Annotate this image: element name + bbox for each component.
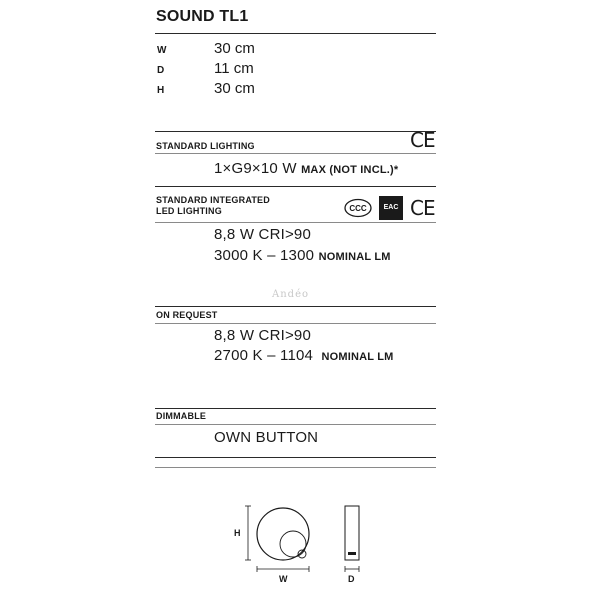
diagram-w-label: W [279,574,288,584]
on-request-line1: 8,8 W CRI>90 [214,327,312,344]
integrated-label-line1: STANDARD INTEGRATED [156,195,270,205]
standard-lighting-spec-main: 1×G9×10 W [214,160,297,177]
dim-value-h: 30 cm [214,80,255,97]
dimmable-value: OWN BUTTON [214,429,319,446]
integrated-label [156,195,270,217]
on-request-line2-suffix: NOMINAL LM [321,351,394,363]
dim-key-w: W [157,45,167,56]
integrated-line2 [214,247,391,264]
integrated-rule [155,186,436,187]
standard-lighting-spec-suffix: MAX (NOT INCL.)* [301,164,399,176]
title-rule [155,33,436,34]
dimmable-underline [155,424,436,425]
product-diagram [228,500,368,590]
on-request-rule [155,306,436,307]
diagram-h-label: H [234,528,241,538]
dimmable-label: DIMMABLE [156,411,207,421]
dim-key-h: H [157,85,165,96]
integrated-line2-suffix: NOMINAL LM [318,251,391,263]
integrated-line2-main: 3000 K – 1300 [214,247,315,264]
diagram-d-label: D [348,574,355,584]
integrated-line1: 8,8 W CRI>90 [214,226,312,243]
dim-value-d: 11 cm [214,60,254,77]
on-request-underline [155,323,436,324]
ce-mark-icon: CE [410,128,435,152]
dim-key-d: D [157,65,165,76]
standard-lighting-label: STANDARD LIGHTING [156,141,255,151]
standard-lighting-underline [155,153,436,154]
lamp-side-base [348,552,356,555]
ccc-mark-text: CCC [349,204,367,214]
eac-mark-text: EAC [383,204,399,211]
integrated-label-line2: LED LIGHTING [156,206,222,216]
on-request-line2-main: 2700 K – 1104 [214,347,314,364]
dim-value-w: 30 cm [214,40,255,57]
dimmable-end-rule [155,457,436,458]
standard-lighting-rule [155,131,436,132]
dimmable-rule [155,408,436,409]
lamp-inner-ring [280,531,306,557]
standard-lighting-spec [214,160,398,177]
product-title: SOUND TL1 [156,8,249,25]
watermark: Andéo [272,289,310,300]
on-request-line2 [214,347,394,364]
ccc-mark-icon [344,198,372,218]
integrated-underline [155,222,436,223]
lamp-side-outline [345,506,359,560]
eac-mark-icon [379,196,403,220]
bottom-rule [155,467,436,468]
ce-mark-icon: CE [410,196,435,220]
on-request-label: ON REQUEST [156,310,218,320]
